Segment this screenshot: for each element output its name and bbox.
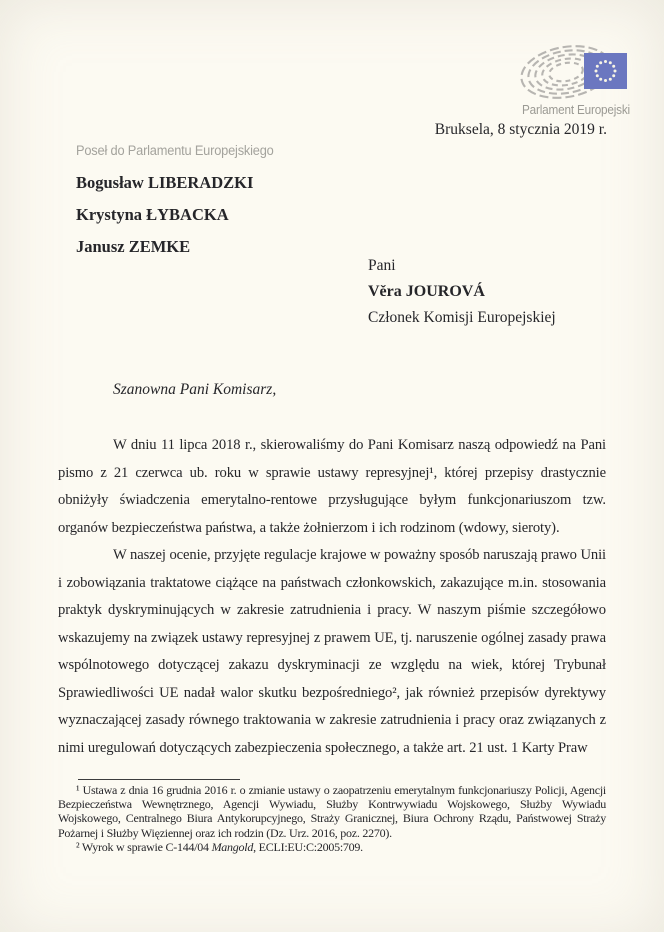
ep-logo: [510, 44, 642, 117]
footnote-2-text: ² Wyrok w sprawie C-144/04: [76, 839, 212, 854]
greeting-line: Szanowna Pani Komisarz,: [113, 381, 277, 398]
logo-caption: Parlament Europejski: [522, 103, 630, 117]
sender-name: Bogusław LIBERADZKI: [76, 173, 254, 192]
sender-role-label: Poseł do Parlamentu Europejskiego: [76, 143, 274, 158]
footnote-2-case-name: Mangold: [211, 839, 254, 854]
recipient-block: [368, 253, 556, 331]
footnote-2-citation: , ECLI:EU:C:2005:709.: [253, 839, 363, 854]
footnote-2: [58, 840, 606, 854]
eu-flag-icon: [584, 53, 627, 89]
recipient-salutation: Pani: [368, 257, 396, 274]
footnote-separator: [78, 779, 240, 780]
sender-name: Krystyna ŁYBACKA: [76, 205, 229, 224]
scan-edge: [0, 932, 664, 939]
recipient-title: Członek Komisji Europejskiej: [368, 309, 556, 326]
footnote-1: ¹ Ustawa z dnia 16 grudnia 2016 r. o zmianie ustawy o zaopatrzeniu emerytalnym funkcjonariuszy Policji, Agencji Bezpieczeństwa Wewnętrznego, Agencji Wywiadu, Służby Kontrwywiadu Wojskowego, Służby Wywiadu Wojskowego, Centralnego Biura Antykorupcyjnego, Straży Granicznej, Biura Ochrony Rządu, Państwowej Straży Pożarnej i Służby Więziennej oraz ich rodzin (Dz. Urz. 2016, poz. 2270).: [58, 783, 606, 840]
footnote-block: [58, 779, 606, 854]
letter-body: [58, 432, 606, 762]
body-paragraph: W naszej ocenie, przyjęte regulacje krajowe w poważny sposób naruszają prawo Unii i zobowiązania traktatowe ciążące na państwach członkowskich, zakazujące m.in. stosowania praktyk dyskryminujących w zakresie zatrudnienia i pracy. W naszym piśmie szczegółowo wskazujemy na związek ustawy represyjnej z prawem UE, tj. naruszenie ogólnej zasady prawa wspólnotowego dotyczącej zakazu dyskryminacji ze względu na wiek, której Trybunał Sprawiedliwości UE nadał walor skutku bezpośredniego², jak również przepisów dyrektywy wyznaczającej zasady równego traktowania w zakresie zatrudnienia i pracy oraz związanych z nimi uregulowań dotyczących zabezpieczenia społecznego, a także art. 21 ust. 1 Karty Praw: [58, 547, 606, 756]
body-paragraph: W dniu 11 lipca 2018 r., skierowaliśmy do Pani Komisarz naszą odpowiedź na Pani pismo z 21 czerwca ub. roku w sprawie ustawy represyjnej¹, której przepisy drastycznie obniżyły świadczenia emerytalno-rentowe przysługujące byłym funkcjonariuszom tzw. organów bezpieczeństwa państwa, a także żołnierzom i ich rodzinom (wdowy, sieroty).: [58, 437, 606, 536]
recipient-name: Věra JOUROVÁ: [368, 283, 485, 300]
ep-hemicycle-icon: [514, 44, 638, 102]
sender-block: [76, 143, 284, 263]
sender-name: Janusz ZEMKE: [76, 237, 191, 256]
date-line: Bruksela, 8 stycznia 2019 r.: [434, 121, 607, 138]
